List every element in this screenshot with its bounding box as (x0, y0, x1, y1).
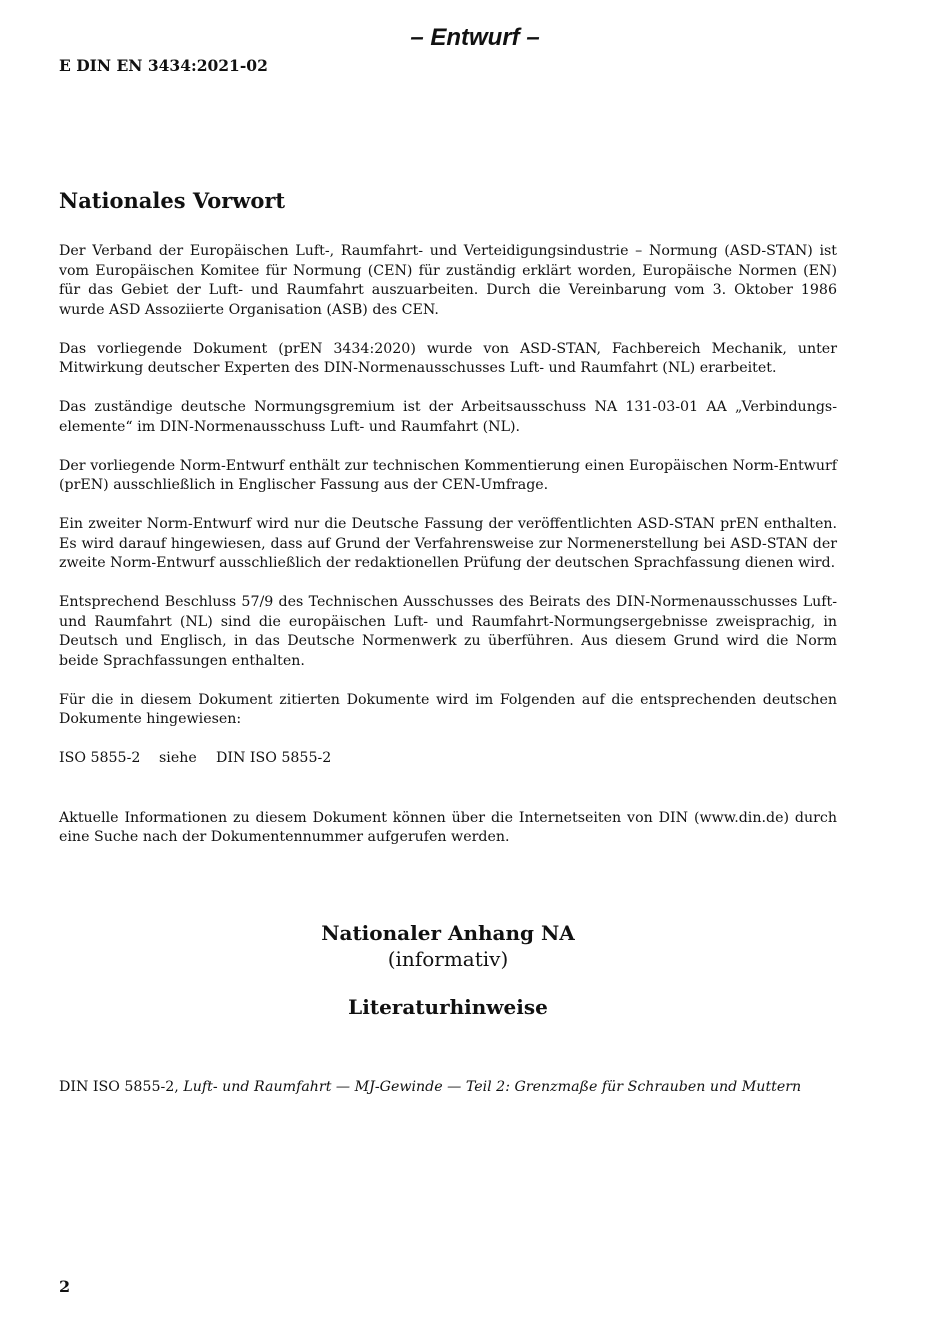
reference-relation: siehe (159, 750, 197, 766)
page-content (59, 188, 837, 1097)
info-paragraph: Aktuelle Informationen zu diesem Dokument können über die Internetseiten von DIN (www.din.de) durch eine Suche nach der Dokumentennummer aufgerufen werden. (59, 809, 837, 845)
foreword-paragraph: Entsprechend Beschluss 57/9 des Technischen Ausschusses des Beirats des DIN-Normenausschusses Luft- und Raumfahrt (NL) sind die europäischen Luft- und Raumfahrt-Normungsergebnisse zweisprachig, in Deutsch und Englisch, in das Deutsche Normenwerk zu überführen. Aus diesem Grund wird die Norm beide Sprachfassungen enthalten. (59, 594, 837, 669)
reference-national: DIN ISO 5855-2 (216, 750, 332, 766)
foreword-paragraph: Für die in diesem Dokument zitierten Dokumente wird im Folgenden auf die entsprechenden deutschen Dokumente hingewiesen: (59, 691, 837, 727)
annex-title: Nationaler Anhang NA (321, 920, 575, 945)
bibliography-entry (59, 1078, 837, 1098)
foreword-paragraph: Das zuständige deutsche Normungsgremium ist der Arbeitsausschuss NA 131-03-01 AA „Verbindungselemente“ im DIN-Normenausschuss Luft- und Raumfahrt (NL). (59, 399, 837, 435)
draft-watermark: – Entwurf – (410, 24, 540, 51)
bibliography-entry-number: DIN ISO 5855-2, (59, 1078, 184, 1095)
annex-subtitle: (informativ) (387, 946, 509, 971)
reference-international: ISO 5855-2 (59, 750, 141, 766)
foreword-paragraph: Ein zweiter Norm-Entwurf wird nur die Deutsche Fassung der veröffentlichten ASD-STAN prEN enthalten. Es wird darauf hingewiesen, dass auf Grund der Verfahrensweise zur Normenerstellung bei ASD-STAN der zweite Norm-Entwurf ausschließlich der redaktionellen Prüfung der deutschen Sprachfassung dienen wird. (59, 516, 837, 571)
page-number: 2 (59, 1277, 71, 1296)
foreword-paragraph: Der Verband der Europäischen Luft-, Raumfahrt- und Verteidigungsindustrie – Normung (ASD-STAN) ist vom Europäischen Komitee für Normung (CEN) für zuständig erklärt worden, Europäische Normen (EN) für das Gebiet der Luft- und Raumfahrt auszuarbeiten. Durch die Vereinbarung vom 3. Oktober 1986 wurde ASD Assoziierte Organisation (ASB) des CEN. (59, 243, 837, 318)
bibliography-title: Literaturhinweise (348, 994, 548, 1019)
national-annex (59, 920, 837, 1020)
document-id: E DIN EN 3434:2021-02 (59, 56, 268, 75)
foreword-paragraph: Der vorliegende Norm-Entwurf enthält zur technischen Kommentierung einen Europäischen Norm-Entwurf (prEN) ausschließlich in Englischer Fassung aus der CEN-Umfrage. (59, 457, 837, 493)
bibliography-entry-title: Luft- und Raumfahrt — MJ-Gewinde — Teil 2: Grenzmaße für Schrauben und Muttern (183, 1078, 802, 1095)
foreword-title: Nationales Vorwort (59, 188, 286, 213)
foreword-paragraph: Das vorliegende Dokument (prEN 3434:2020) wurde von ASD-STAN, Fachbereich Mechanik, unter Mitwirkung deutscher Experten des DIN-Normenausschusses Luft- und Raumfahrt (NL) erarbeitet. (59, 340, 837, 376)
reference-mapping (59, 749, 837, 769)
